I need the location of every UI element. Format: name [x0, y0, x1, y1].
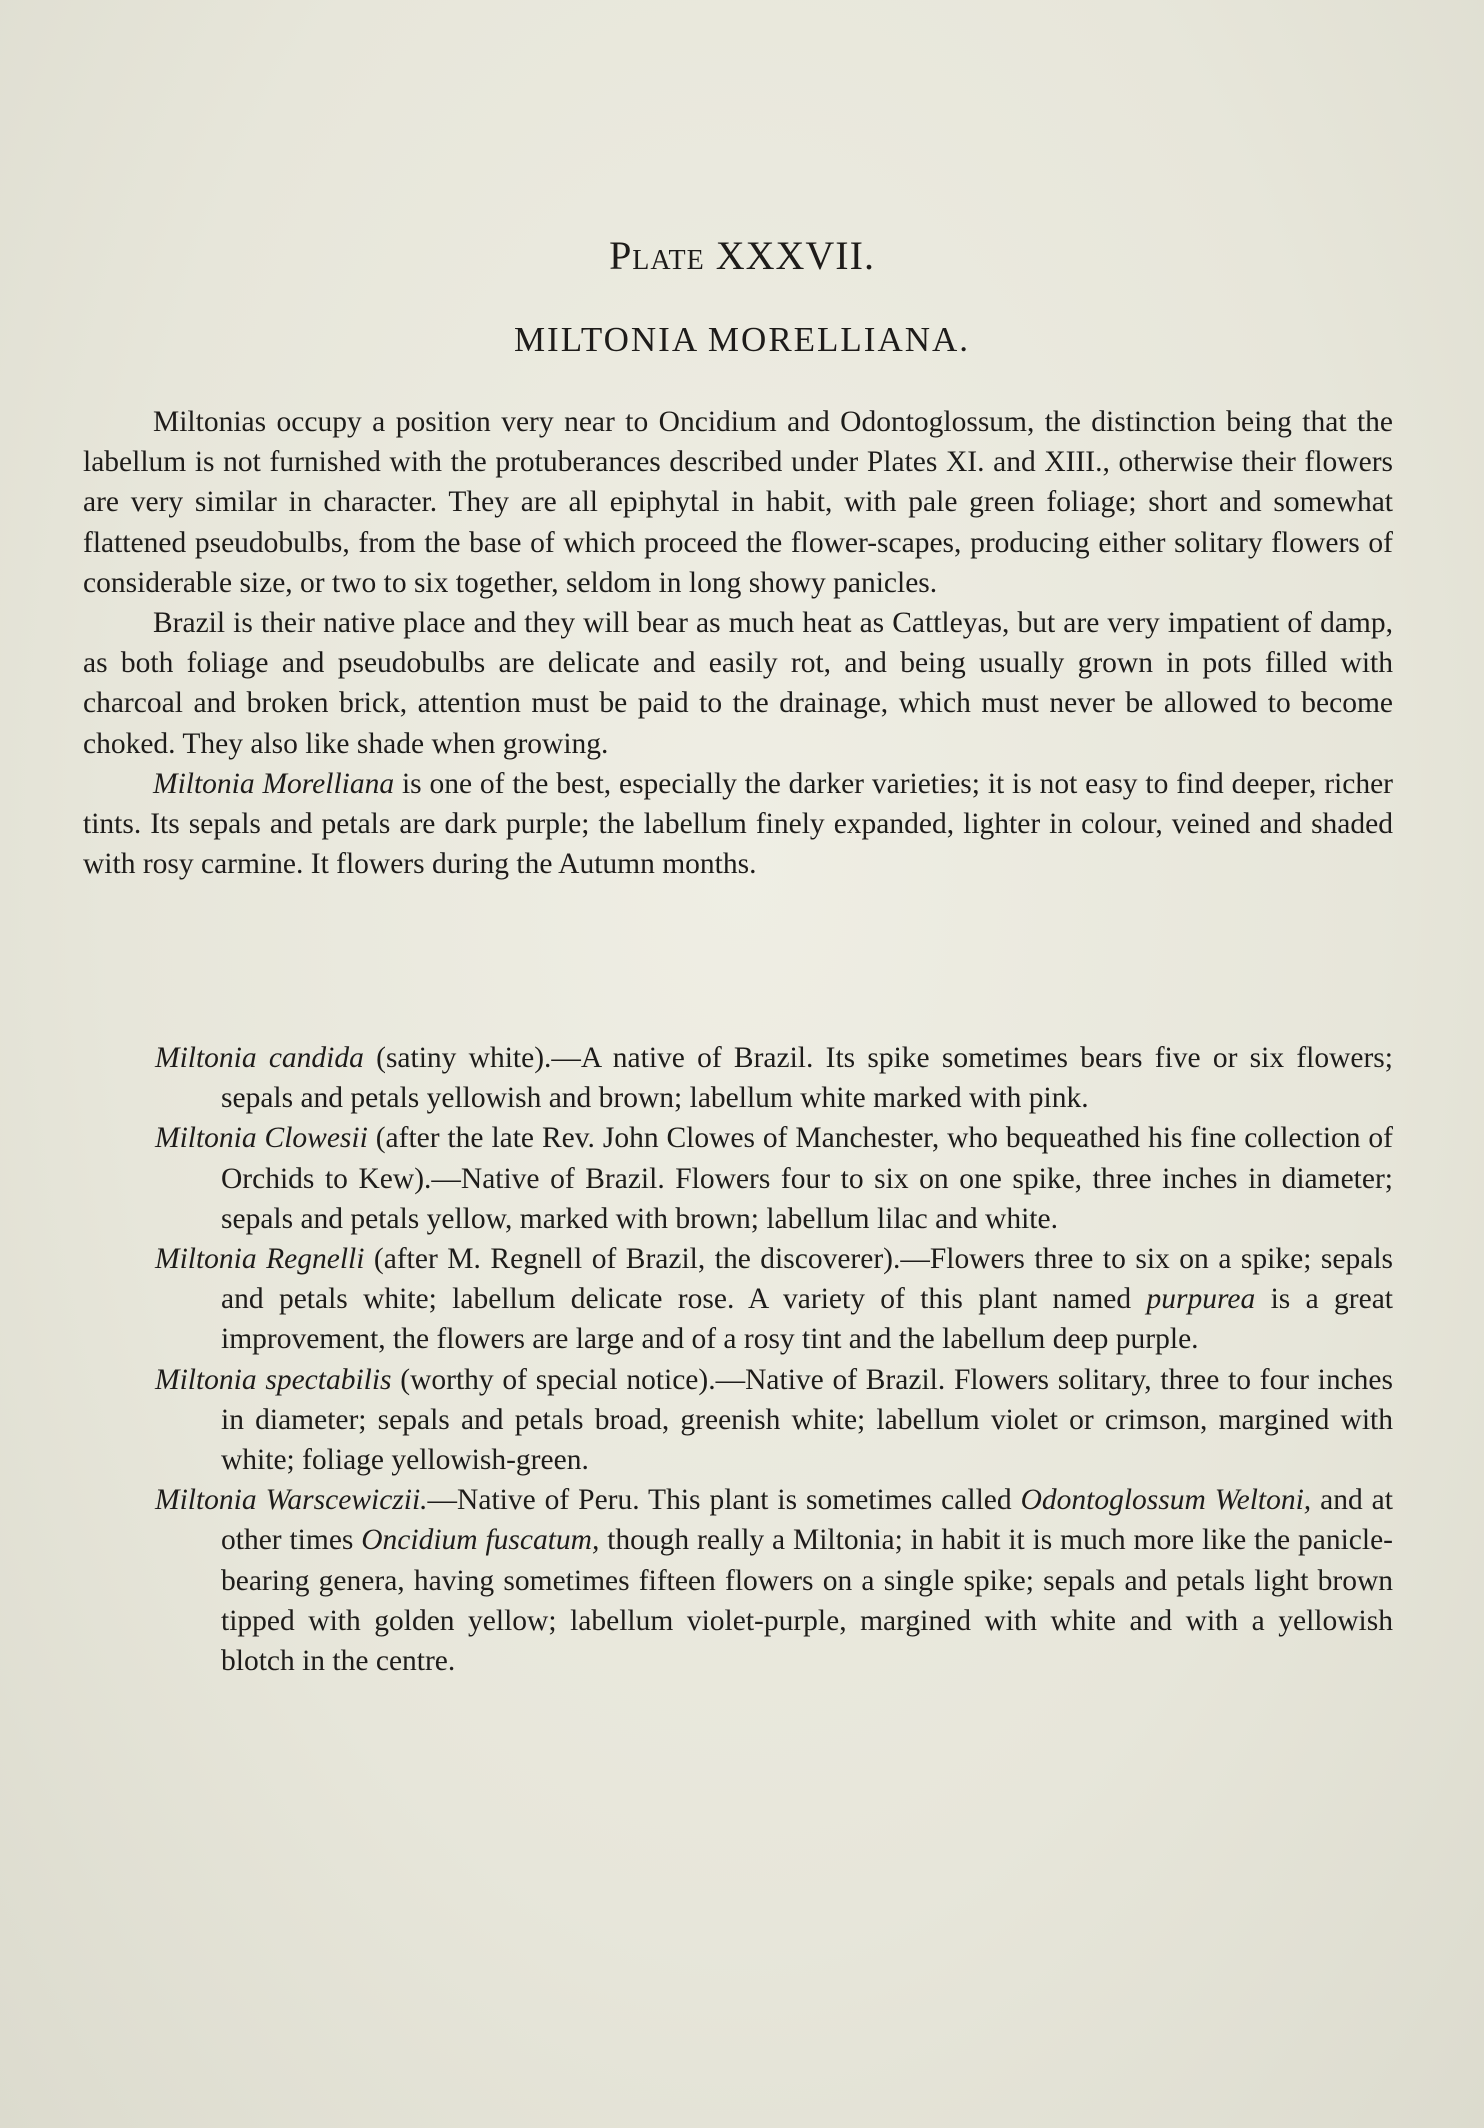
plate-heading	[0, 232, 1484, 279]
variety-regnelli	[155, 1239, 1393, 1360]
description-body	[83, 402, 1393, 884]
synonym-odontoglossum: Odontoglossum Weltoni,	[1020, 1484, 1312, 1517]
synonym-oncidium: Oncidium fuscatum,	[361, 1524, 600, 1557]
species-name-italic: Miltonia Morelliana	[153, 767, 395, 800]
paragraph-morelliana	[83, 764, 1393, 885]
variety-name: Miltonia spectabilis	[155, 1363, 392, 1396]
variety-description: (satiny white).—A native of Brazil. Its spike sometimes bears five or six flowers; sepals and petals yellowish and brown; labellum white marked with pink.	[221, 1042, 1393, 1115]
variety-clowesii	[155, 1118, 1394, 1239]
variety-name: Miltonia Clowesii	[155, 1122, 368, 1155]
variety-name: Miltonia Regnelli	[155, 1243, 365, 1276]
variety-description-cont: is a great improvement, the flowers are large and of a rosy tint and the labellum deep purple.	[221, 1283, 1393, 1356]
variety-spectabilis	[155, 1360, 1393, 1481]
variety-candida	[155, 1038, 1393, 1118]
paragraph-morelliana-text: is one of the best, especially the darker varieties; it is not easy to find deeper, richer tints. Its sepals and petals are dark purple; the labellum finely expanded, lighter in colour, veined and shaded with rosy carmine. It flowers during the Autumn months.	[83, 767, 1393, 881]
variety-warscewiczii	[155, 1480, 1393, 1681]
plate-label: Plate	[609, 233, 705, 278]
variety-description: (after M. Regnell of Brazil, the discoverer).—Flowers three to six on a spike; sepals and petals white; labellum delicate rose. A variety of this plant named	[221, 1243, 1393, 1316]
variety-description: —Native of Peru. This plant is sometimes called	[427, 1484, 1021, 1517]
variety-description: (after the late Rev. John Clowes of Manchester, who bequeathed his fine collection of Orchids to Kew).—Native of Brazil. Flowers four to six on one spike, three inches in diameter; sepals and petals yellow, marked with brown; labellum lilac and white.	[221, 1122, 1394, 1235]
paragraph-classification: Miltonias occupy a position very near to Oncidium and Odontoglossum, the distinction being that the labellum is not furnished with the protuberances described under Plates XI. and XIII., otherwise their flowers are very similar in character. They are all epiphytal in habit, with pale green foliage; short and somewhat flattened pseudobulbs, from the base of which proceed the flower-scapes, producing either solitary flowers of considerable size, or two to six together, seldom in long showy panicles.	[83, 406, 1393, 599]
variety-description-cont: and at other times	[221, 1484, 1393, 1557]
variety-name: Miltonia Warscewiczii.	[155, 1484, 428, 1517]
plate-number: XXXVII.	[715, 233, 875, 278]
species-title: MILTONIA MORELLIANA.	[513, 320, 971, 359]
varieties-list	[155, 1038, 1393, 1681]
variety-description: (worthy of special notice).—Native of Brazil. Flowers solitary, three to four inches in diameter; sepals and petals broad, greenish white; labellum violet or crimson, margined with white; foliage yellowish-green.	[221, 1363, 1393, 1477]
variety-name: Miltonia candida	[155, 1042, 364, 1074]
variety-subname: purpurea	[1146, 1283, 1256, 1316]
variety-description-end: though really a Miltonia; in habit it is much more like the panicle-bearing genera, having sometimes fifteen flowers on a single spike; sepals and petals light brown tipped with golden yellow; labellum violet-purple, margined with white and with a yellowish blotch in the centre.	[221, 1524, 1393, 1678]
paragraph-cultivation: Brazil is their native place and they will bear as much heat as Cattleyas, but are very impatient of damp, as both foliage and pseudobulbs are delicate and easily rot, and being usually grown in pots filled with charcoal and broken brick, attention must be paid to the drainage, which must never be allowed to become choked. They also like shade when growing.	[83, 607, 1393, 760]
